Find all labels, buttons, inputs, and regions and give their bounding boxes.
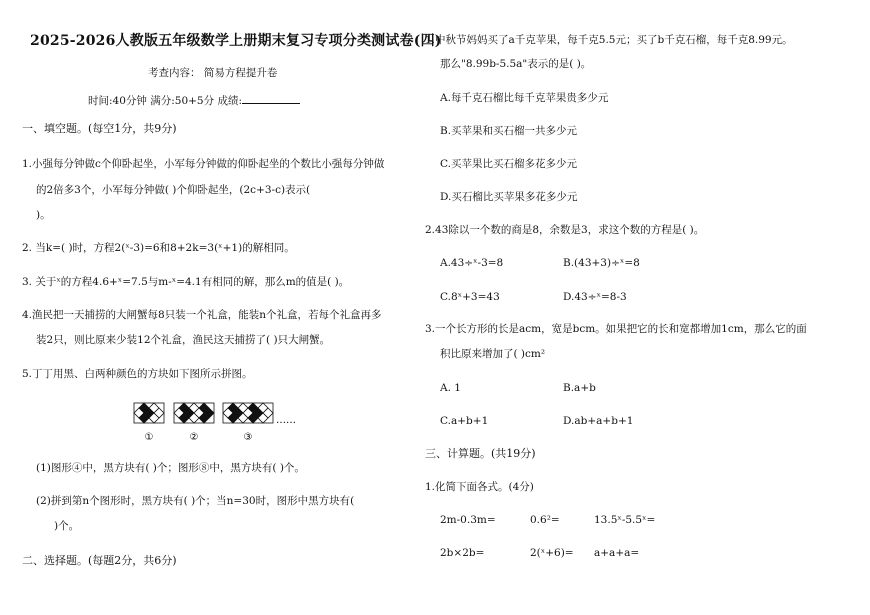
calc-r2-c2: 2(ˣ+6)=: [530, 547, 574, 559]
figure-label-2: ②: [189, 432, 199, 443]
left-q4-line2: 装2只，则比原来少装12个礼盒，渔民这天捕捞了( )只大闸蟹。: [36, 334, 331, 346]
right-q2-option-d: D.43÷ˣ=8-3: [563, 291, 627, 303]
left-q5-sub2-line2: )个。: [54, 520, 80, 532]
pattern-figure-shapes: [134, 403, 273, 423]
pattern-figure: [130, 398, 300, 446]
section1-header: 一、填空题。(每空1分，共9分): [22, 122, 177, 135]
right-q3-option-d: D.ab+a+b+1: [563, 415, 634, 427]
calc-r2-c3: a+a+a=: [594, 547, 640, 559]
left-q1-line3: )。: [36, 209, 51, 221]
right-q2: 2.43除以一个数的商是8，余数是3，求这个数的方程是( )。: [425, 224, 705, 236]
exam-content: 考查内容： 简易方程提升卷: [148, 67, 278, 79]
page-title: 2025-2026人教版五年级数学上册期末复习专项分类测试卷(四): [30, 33, 442, 49]
right-q3-option-a: A. 1: [440, 382, 461, 394]
section3-header: 三、计算题。(共19分): [425, 447, 536, 460]
calc-r1-c1: 2m-0.3m=: [440, 514, 496, 526]
right-q3-line1: 3.一个长方形的长是acm，宽是bcm。如果把它的长和宽都增加1cm，那么它的面: [425, 323, 807, 335]
calc-header: 1.化简下面各式。(4分): [425, 481, 534, 493]
score-blank: [242, 93, 300, 104]
figure-label-3: ③: [243, 432, 253, 443]
left-q1-line2: 的2倍多3个，小军每分钟做( )个仰卧起坐，(2c+3-c)表示(: [36, 184, 311, 196]
right-q2-option-a: A.43÷ˣ-3=8: [440, 257, 504, 269]
left-q2: 2. 当k=( )时，方程2(ˣ-3)=6和8+2k=3(ˣ+1)的解相同。: [22, 242, 295, 254]
exam-info: 时间:40分钟 满分:50+5分 成绩:: [88, 93, 300, 108]
right-q1-option-d: D.买石榴比买苹果多花多少元: [440, 191, 578, 203]
left-q1-line1: 1.小强每分钟做c个仰卧起坐，小军每分钟做的仰卧起坐的个数比小强每分钟做: [22, 158, 385, 170]
left-q5: 5.丁丁用黑、白两种颜色的方块如下图所示拼图。: [22, 368, 253, 380]
right-q3-option-c: C.a+b+1: [440, 415, 489, 427]
calc-r1-c3: 13.5ˣ-5.5ˣ=: [594, 514, 656, 526]
right-q1-line1: 1.中秋节妈妈买了a千克苹果，每千克5.5元；买了b千克石榴，每千克8.99元。: [425, 34, 793, 46]
right-q1-option-b: B.买苹果和买石榴一共多少元: [440, 125, 578, 137]
right-q1-line2: 那么"8.99b-5.5a"表示的是( )。: [440, 58, 592, 70]
figure-label-1: ①: [144, 432, 154, 443]
calc-r2-c1: 2b×2b=: [440, 547, 485, 559]
right-q2-option-c: C.8ˣ+3=43: [440, 291, 500, 303]
left-q5-sub2-line1: (2)拼到第n个图形时，黑方块有( )个；当n=30时，图形中黑方块有(: [36, 495, 355, 507]
right-q1-option-c: C.买苹果比买石榴多花多少元: [440, 158, 577, 170]
section2-header: 二、选择题。(每题2分，共6分): [22, 554, 177, 567]
calc-r1-c2: 0.6²=: [530, 514, 560, 526]
right-q3-line2: 积比原来增加了( )cm²: [440, 348, 546, 360]
left-q5-sub1: (1)图形④中，黑方块有( )个；图形⑧中，黑方块有( )个。: [36, 462, 305, 474]
right-q3-option-b: B.a+b: [563, 382, 596, 394]
right-q2-option-b: B.(43+3)÷ˣ=8: [563, 257, 640, 269]
left-q3: 3. 关于ˣ的方程4.6+ˣ=7.5与m-ˣ=4.1有相同的解，那么m的值是( )。: [22, 276, 350, 288]
left-q4-line1: 4.渔民把一天捕捞的大闸蟹每8只装一个礼盒，能装n个礼盒，若每个礼盒再多: [22, 309, 382, 321]
right-q1-option-a: A.每千克石榴比每千克苹果贵多少元: [440, 92, 609, 104]
figure-ellipsis: ……: [276, 415, 296, 426]
